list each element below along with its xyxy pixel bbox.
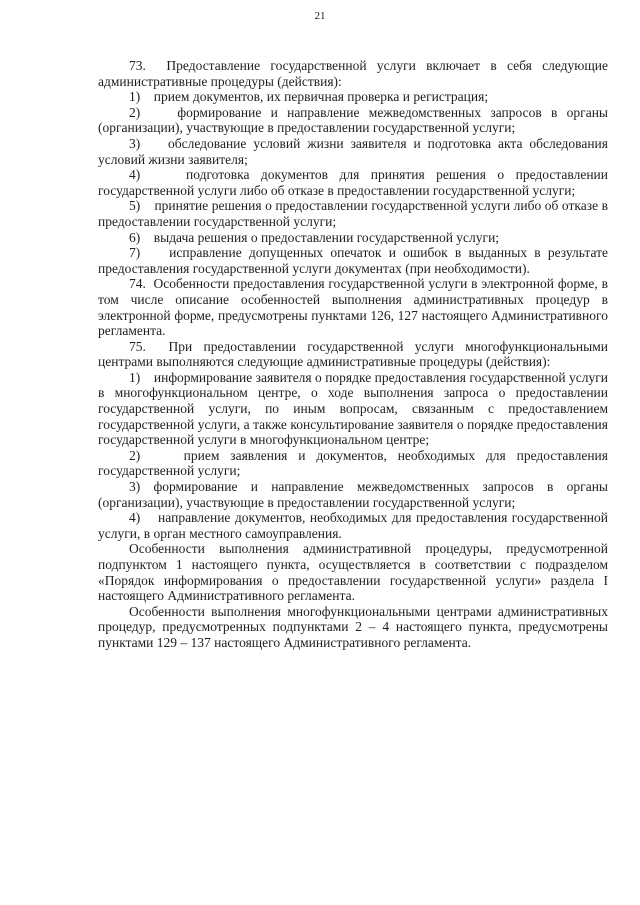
list-item-73-3: 3) обследование условий жизни заявителя и подготовка акта обследования условий жизни заявителя;: [98, 135, 608, 167]
paragraph-73-intro: 73. Предоставление государственной услуги включает в себя следующие административные процедуры (действия):: [98, 58, 608, 89]
list-item-75-4: 4) направление документов, необходимых для предоставления государственной услуги, в орган местного самоуправления.: [98, 510, 608, 541]
list-item-73-7: 7) исправление допущенных опечаток и ошибок в выданных в результате предоставления государственной услуги документах (при необходимости).: [98, 245, 608, 276]
paragraph-74: 74. Особенности предоставления государственной услуги в электронной форме, в том числе описание особенностей выполнения административных процедур в электронной форме, предусмотрены пунктами 126, 127 настоящего Административного регламента.: [98, 276, 608, 339]
document-body: [98, 58, 608, 651]
list-item-75-2: 2) прием заявления и документов, необходимых для предоставления государственной услуги;: [98, 447, 608, 479]
list-item-73-4: 4) подготовка документов для принятия решения о предоставлении государственной услуги либо об отказе в предоставлении государственной услуги;: [98, 167, 608, 198]
list-item-73-5: 5) принятие решения о предоставлении государственной услуги либо об отказе в предоставлении государственной услуги;: [98, 198, 608, 229]
page-number: 21: [314, 10, 326, 22]
list-item-75-1: 1) информирование заявителя о порядке предоставления государственной услуги в многофункциональном центре, о ходе выполнения запроса о предоставлении государственной услуги, по иным вопросам, связанным с предоставлением государственной услуги, а также консультирование заявителя о порядке предоставления государственной услуги в многофункциональном центре;: [98, 369, 608, 448]
paragraph-mfc-procedures-note: Особенности выполнения многофункциональными центрами административных процедур, предусмотренных подпунктами 2 – 4 настоящего пункта, предусмотрены пунктами 129 – 137 настоящего Административного регламента.: [98, 603, 608, 650]
list-item-75-3: 3) формирование и направление межведомственных запросов в органы (организации), участвующие в предоставлении государственной услуги;: [98, 479, 608, 510]
list-item-73-6: 6) выдача решения о предоставлении государственной услуги;: [129, 229, 500, 245]
paragraph-75-intro: 75. При предоставлении государственной услуги многофункциональными центрами выполняются следующие административные процедуры (действия):: [98, 338, 608, 370]
list-item-73-2: 2) формирование и направление межведомственных запросов в органы (организации), участвующие в предоставлении государственной услуги;: [98, 104, 608, 136]
list-item-73-1: 1) прием документов, их первичная проверка и регистрация;: [129, 89, 489, 105]
paragraph-informing-note: Особенности выполнения административной процедуры, предусмотренной подпунктом 1 настоящего пункта, осуществляется в соответствии с подразделом «Порядок информирования о предоставлении государственной услуги» раздела I настоящего Административного регламента.: [98, 541, 608, 604]
